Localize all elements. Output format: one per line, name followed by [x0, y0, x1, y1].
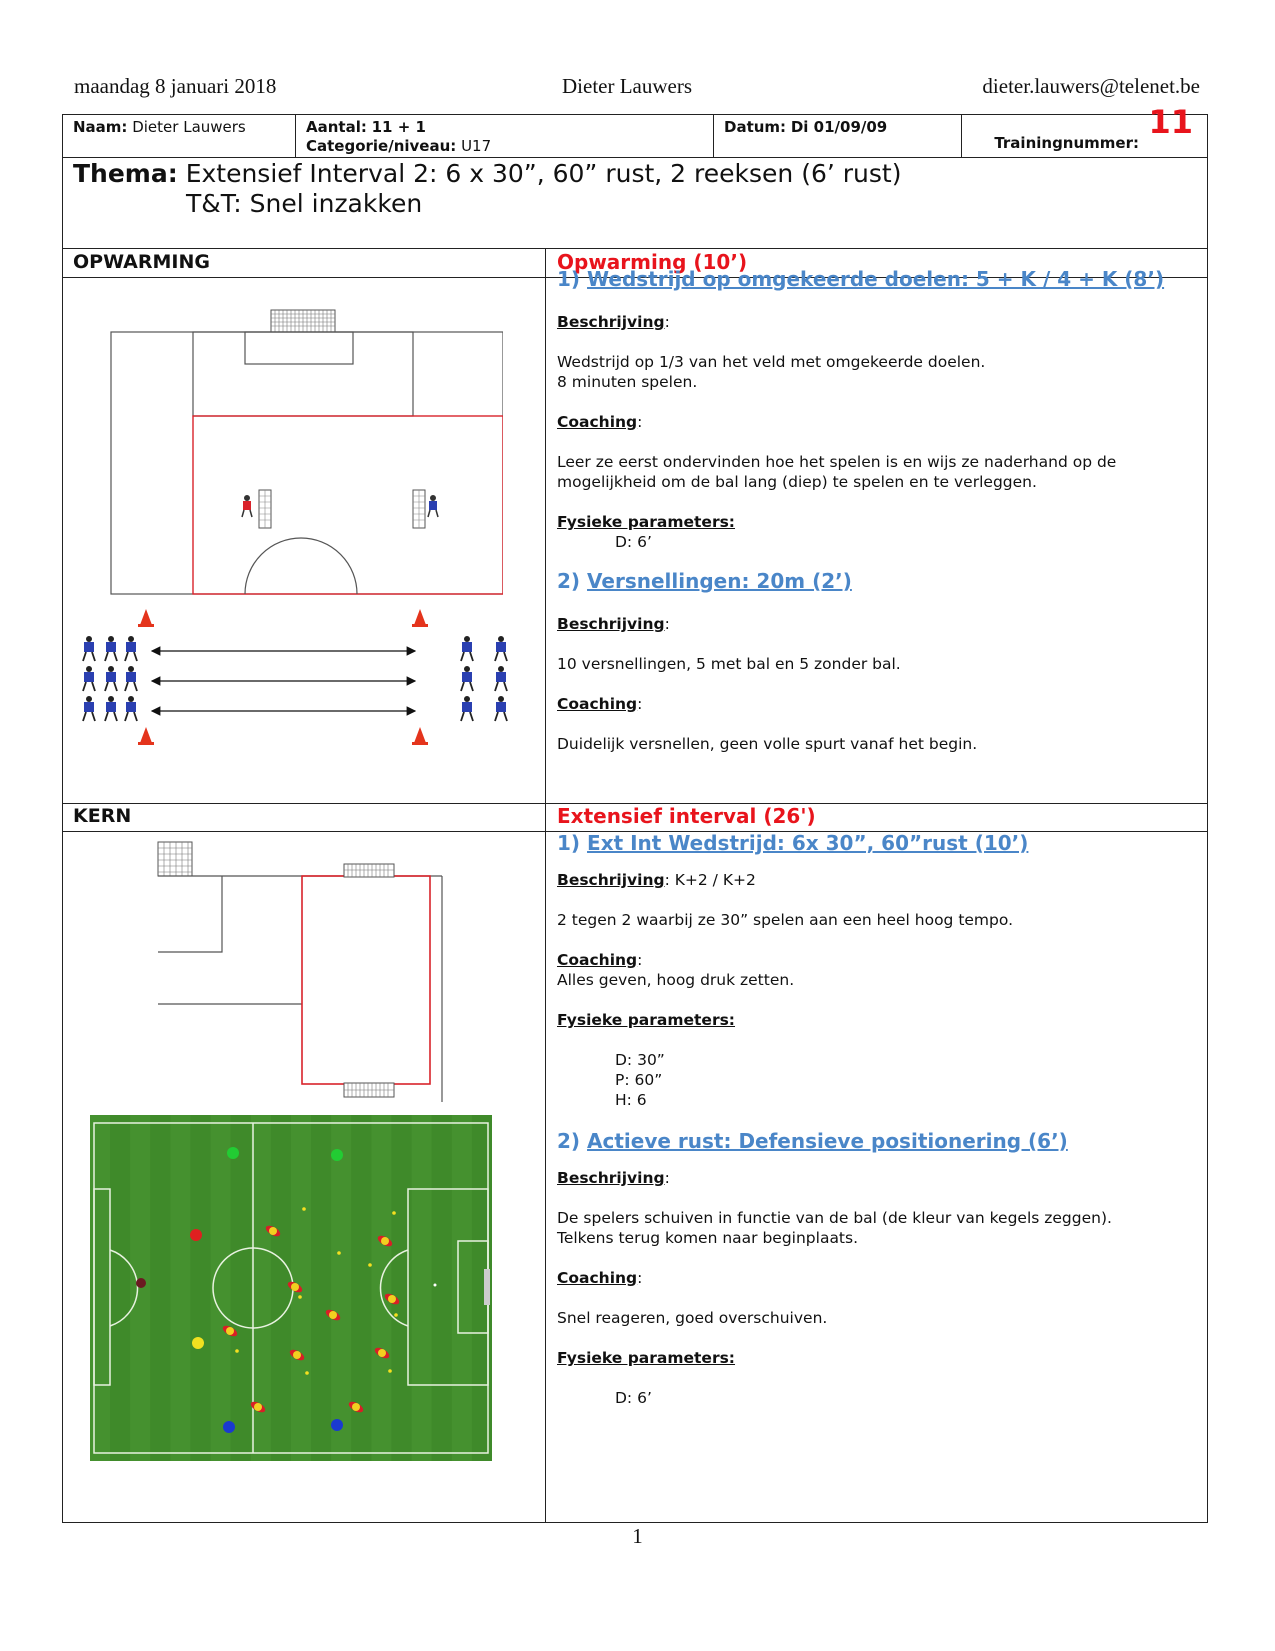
- player-icon: [461, 636, 473, 661]
- cone-icon: [412, 609, 428, 627]
- page-header: [74, 74, 1200, 104]
- players-group: [83, 636, 507, 721]
- trainingnummer-value: 11: [1148, 103, 1193, 141]
- thema-block: [62, 157, 1208, 249]
- datum-cell: [714, 115, 962, 157]
- warmup-left-title: OPWARMING: [63, 249, 546, 277]
- goal-icon: [484, 1269, 490, 1305]
- aantal-value: 11 + 1: [371, 118, 426, 136]
- header-date: maandag 8 januari 2018: [74, 74, 277, 98]
- cone-icon: [138, 609, 154, 627]
- kern-ex1-fys2: P: 60”: [615, 1071, 663, 1089]
- warmup-ex1-fys1: D: 6’: [615, 533, 652, 551]
- thema-label: Thema:: [73, 159, 178, 188]
- warmup-ex2-desc-label: Beschrijving: [557, 615, 665, 633]
- warmup-ex1-title: 1) Wedstrijd op omgekeerde doelen: 5 + K / 4 + K (8’): [557, 267, 1165, 291]
- goalkeeper-icon: [136, 1278, 146, 1288]
- goal-net-icon: [158, 842, 192, 876]
- goalkeeper-red-icon: [242, 495, 252, 517]
- trainingnummer-label: Trainingnummer:: [994, 134, 1139, 152]
- kern-ex2-coach1: Snel reageren, goed overschuiven.: [557, 1309, 828, 1327]
- kern-ex1-coach-label: Coaching: [557, 951, 638, 969]
- kern-section-bar: [62, 803, 1208, 832]
- cone-icon: [138, 727, 154, 745]
- warmup-field-diagram: [103, 308, 503, 598]
- datum-value: Di 01/09/09: [790, 118, 888, 136]
- warmup-ex1-fys-label: Fysieke parameters:: [557, 513, 736, 531]
- player-icon: [461, 696, 473, 721]
- small-goal-icon: [344, 1083, 394, 1097]
- kern-content: [62, 832, 1208, 1523]
- warmup-ex2-coach1: Duidelijk versnellen, geen volle spurt vanaf het begin.: [557, 735, 978, 753]
- kern-right-title: Extensief interval (26'): [557, 804, 816, 828]
- naam-label: Naam:: [73, 118, 128, 136]
- kern-ex1-fys3: H: 6: [615, 1091, 647, 1109]
- warmup-ex1-desc-label: Beschrijving: [557, 313, 665, 331]
- thema-line2: T&T: Snel inzakken: [186, 189, 423, 218]
- kern-ex2-desc2: Telkens terug komen naar beginplaats.: [557, 1229, 859, 1247]
- goalkeeper-blue-icon: [428, 495, 438, 517]
- header-email: dieter.lauwers@telenet.be: [982, 74, 1200, 98]
- kern-ex1-coach1: Alles geven, hoog druk zetten.: [557, 971, 795, 989]
- cone-dot: [331, 1419, 343, 1431]
- naam-value: Dieter Lauwers: [132, 118, 246, 136]
- cone-dot: [227, 1147, 239, 1159]
- kern-ex2-coach-label: Coaching: [557, 1269, 638, 1287]
- pitch-diagram: [90, 1115, 492, 1461]
- header-author: Dieter Lauwers: [562, 74, 693, 98]
- aantal-label: Aantal:: [306, 118, 367, 136]
- cone-dot: [190, 1229, 202, 1241]
- player-icon: [105, 636, 117, 661]
- thema-line1: Extensief Interval 2: 6 x 30”, 60” rust, 2 reeksen (6’ rust): [185, 159, 902, 188]
- warmup-ex1-coach1: Leer ze eerst ondervinden hoe het spelen is en wijs ze naderhand op de: [557, 453, 1117, 471]
- warmup-text: 1) Wedstrijd op omgekeerde doelen: 5 + K / 4 + K (8’) Beschrijving: Wedstrijd op 1/3 van het veld met omgekeerde doelen. 8 minuten spelen. Coaching: Leer ze eerst ondervinden hoe het spelen is en wijs ze naderhand op de mogelijkheid om de bal lang (diep) te spelen en te verleggen. Fysieke parameters: D: 6’ 2) Versnellingen: 20m (2’) Beschrijving: 10 versnellingen, 5 met bal en 5 zonder bal. Coaching: Duidelijk versnellen, geen volle spurt vanaf het begin.: [557, 266, 1197, 754]
- sprint-diagram: [77, 603, 517, 748]
- small-goal-icon: [259, 490, 271, 528]
- warmup-ex2-coach-label: Coaching: [557, 695, 638, 713]
- kern-ex2-fys1: D: 6’: [615, 1389, 652, 1407]
- kern-field-diagram: [148, 840, 528, 1110]
- player-icon: [83, 666, 95, 691]
- player-icon: [495, 666, 507, 691]
- warmup-ex2-desc1: 10 versnellingen, 5 met bal en 5 zonder bal.: [557, 655, 901, 673]
- cone-dot: [331, 1149, 343, 1161]
- player-icon: [83, 696, 95, 721]
- player-icon: [125, 666, 137, 691]
- column-divider: [545, 832, 546, 1522]
- warmup-ex1-coach2: mogelijkheid om de bal lang (diep) te spelen en te verleggen.: [557, 473, 1037, 491]
- kern-left-title: KERN: [63, 803, 546, 831]
- kern-ex2-fys-label: Fysieke parameters:: [557, 1349, 736, 1367]
- page-number: 1: [632, 1524, 643, 1548]
- kern-ex2-desc1: De spelers schuiven in functie van de bal (de kleur van kegels zeggen).: [557, 1209, 1112, 1227]
- player-icon: [83, 636, 95, 661]
- goal-net-icon: [271, 310, 335, 332]
- player-icon: [105, 696, 117, 721]
- warmup-right-title: Opwarming (10’): [557, 250, 748, 274]
- cone-dot: [223, 1421, 235, 1433]
- aantal-cell: [296, 115, 714, 157]
- cone-icon: [412, 727, 428, 745]
- kern-ex1-fys-label: Fysieke parameters:: [557, 1011, 736, 1029]
- kern-text: 1) Ext Int Wedstrijd: 6x 30”, 60”rust (10’) Beschrijving: K+2 / K+2 2 tegen 2 waarbij ze 30” spelen aan een heel hoog tempo. Coaching: Alles geven, hoog druk zetten. Fysieke parameters: D: 30” P: 60” H: 6 2) Actieve rust: Defensieve positionering (6’) Beschrijving: De spelers schuiven in functie van de bal (de kleur van kegels zeggen). Telkens terug komen naar beginplaats. Coaching: Snel reageren, goed overschuiven. Fysieke parameters: D: 6’: [557, 830, 1197, 1408]
- kern-ex1-desc-inline: : K+2 / K+2: [664, 871, 756, 889]
- player-icon: [495, 636, 507, 661]
- kern-ex1-desc1: 2 tegen 2 waarbij ze 30” spelen aan een heel hoog tempo.: [557, 911, 1014, 929]
- warmup-ex1-coach-label: Coaching: [557, 413, 638, 431]
- kern-ex1-desc-label: Beschrijving: [557, 871, 665, 889]
- cone-dot: [192, 1337, 204, 1349]
- small-goal-icon: [413, 490, 425, 528]
- categorie-label: Categorie/niveau:: [306, 137, 457, 155]
- player-icon: [461, 666, 473, 691]
- player-icon: [125, 696, 137, 721]
- column-divider: [545, 278, 546, 803]
- warmup-content: [62, 267, 1208, 804]
- player-icon: [125, 636, 137, 661]
- trainingnummer-cell: [962, 103, 1207, 157]
- kern-ex1-fys1: D: 30”: [615, 1051, 665, 1069]
- info-row: [62, 103, 1208, 158]
- small-goal-icon: [344, 864, 394, 877]
- datum-label: Datum:: [724, 118, 787, 136]
- player-icon: [495, 696, 507, 721]
- warmup-ex1-desc1: Wedstrijd op 1/3 van het veld met omgekeerde doelen.: [557, 353, 986, 371]
- kern-ex2-title: 2) Actieve rust: Defensieve positionering (6’): [557, 1129, 1068, 1153]
- categorie-value: U17: [461, 137, 492, 155]
- player-icon: [105, 666, 117, 691]
- warmup-ex1-desc2: 8 minuten spelen.: [557, 373, 698, 391]
- kern-ex1-title: 1) Ext Int Wedstrijd: 6x 30”, 60”rust (10’): [557, 831, 1029, 855]
- naam-cell: [63, 115, 296, 157]
- warmup-ex2-title: 2) Versnellingen: 20m (2’): [557, 569, 852, 593]
- kern-ex2-desc-label: Beschrijving: [557, 1169, 665, 1187]
